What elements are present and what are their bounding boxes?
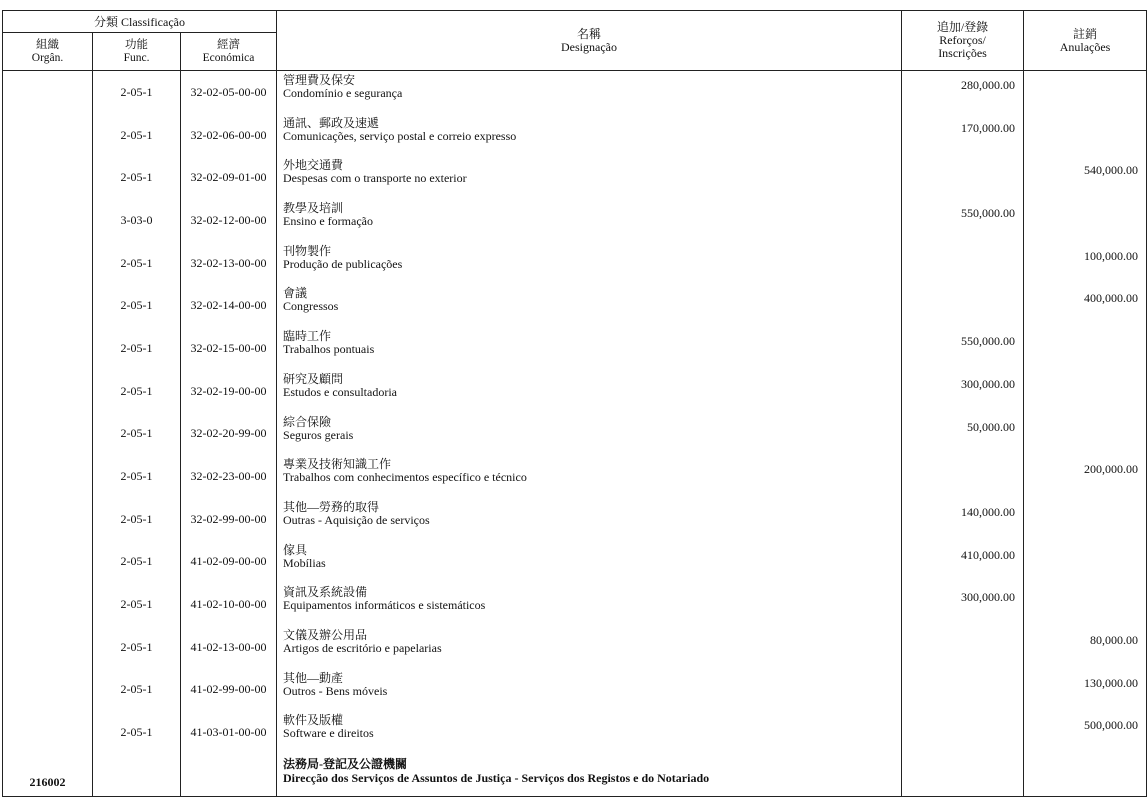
designation-pt: Condomínio e segurança	[283, 86, 403, 100]
designation-pt: Trabalhos com conhecimentos específico e técnico	[283, 470, 527, 485]
func-code: 2-05-1	[93, 71, 181, 114]
econ-code: 32-02-99-00-00	[181, 498, 277, 541]
reforcos-value	[902, 711, 1024, 754]
designation-zh: 專業及技術知識工作	[283, 457, 392, 472]
organ-cell	[3, 71, 93, 114]
organ-cell	[3, 114, 93, 157]
anulacoes-value: 500,000.00	[1024, 711, 1147, 754]
designation-pt: Outros - Bens móveis	[283, 683, 388, 698]
table-row	[3, 114, 1147, 157]
designation-pt: Congressos	[283, 299, 339, 314]
designation	[277, 669, 902, 712]
anulacoes-value: 540,000.00	[1024, 156, 1147, 199]
reforcos-value	[902, 669, 1024, 712]
reforcos-value: 550,000.00	[902, 327, 1024, 370]
func-code: 2-05-1	[93, 711, 181, 754]
organ-cell	[3, 199, 93, 242]
anulacoes-value	[1024, 498, 1147, 541]
anulacoes-value	[1024, 114, 1147, 157]
func-code: 2-05-1	[93, 455, 181, 498]
econ-code: 41-02-99-00-00	[181, 669, 277, 712]
designation	[277, 413, 902, 456]
econ-code: 32-02-13-00-00	[181, 242, 277, 285]
reforcos-header: 追加/登錄 Reforços/ Inscrições	[902, 11, 1024, 71]
table-row	[3, 583, 1147, 626]
designation	[277, 583, 902, 626]
designation-pt: Equipamentos informáticos e sistemáticos	[283, 598, 486, 613]
econ-code: 32-02-14-00-00	[181, 284, 277, 327]
func-code: 2-05-1	[93, 541, 181, 584]
anulacoes-value: 200,000.00	[1024, 455, 1147, 498]
anulacoes-value	[1024, 199, 1147, 242]
table-row	[3, 669, 1147, 712]
designation	[277, 455, 902, 498]
designation	[277, 199, 902, 242]
table-row	[3, 455, 1147, 498]
anulacoes-value: 400,000.00	[1024, 284, 1147, 327]
organ-code: 216002	[3, 754, 93, 797]
designation	[277, 370, 902, 413]
table-row	[3, 711, 1147, 754]
designation	[277, 327, 902, 370]
designation	[277, 711, 902, 754]
designation	[277, 626, 902, 669]
reforcos-value	[902, 455, 1024, 498]
organ-cell	[3, 455, 93, 498]
table-row	[3, 626, 1147, 669]
organ-cell	[3, 284, 93, 327]
econ-header: 經濟 Económica	[181, 33, 277, 71]
organ-cell	[3, 242, 93, 285]
reforcos-value	[902, 156, 1024, 199]
designation-zh: 綜合保險	[283, 414, 332, 429]
organ-cell	[3, 498, 93, 541]
organ-cell	[3, 370, 93, 413]
designation-zh: 其他—動產	[283, 670, 344, 685]
econ-code: 32-02-06-00-00	[181, 114, 277, 157]
designation-pt: Despesas com o transporte no exterior	[283, 171, 467, 186]
table-row	[3, 370, 1147, 413]
func-code: 2-05-1	[93, 669, 181, 712]
designation-zh: 通訊、郵政及速遞	[283, 115, 380, 130]
table-row	[3, 71, 1147, 114]
reforcos-value: 300,000.00	[902, 583, 1024, 626]
organ-cell	[3, 327, 93, 370]
econ-code: 32-02-20-99-00	[181, 413, 277, 456]
designation-zh: 資訊及系統設備	[283, 585, 368, 600]
econ-code: 32-02-05-00-00	[181, 71, 277, 114]
designation	[277, 498, 902, 541]
func-code: 2-05-1	[93, 327, 181, 370]
designation-zh: 外地交通費	[283, 158, 344, 173]
designation-header: 名稱 Designação	[277, 11, 902, 71]
anulacoes-value: 130,000.00	[1024, 669, 1147, 712]
designation-zh: 傢具	[283, 542, 308, 557]
designation-pt: Trabalhos pontuais	[283, 342, 375, 357]
func-code: 2-05-1	[93, 242, 181, 285]
func-code: 3-03-0	[93, 199, 181, 242]
reforcos-value: 550,000.00	[902, 199, 1024, 242]
designation-pt: Produção de publicações	[283, 256, 403, 271]
anulacoes-value: 80,000.00	[1024, 626, 1147, 669]
func-code: 2-05-1	[93, 498, 181, 541]
designation-pt: Artigos de escritório e papelarias	[283, 640, 442, 655]
reforcos-value: 410,000.00	[902, 541, 1024, 584]
table-row	[3, 413, 1147, 456]
reforcos-value: 280,000.00	[902, 71, 1024, 114]
budget-table	[2, 10, 1147, 797]
anulacoes-value	[1024, 413, 1147, 456]
func-header: 功能 Func.	[93, 33, 181, 71]
table-row	[3, 242, 1147, 285]
organ-cell	[3, 156, 93, 199]
reforcos-value	[902, 242, 1024, 285]
designation-zh: 臨時工作	[283, 329, 332, 344]
econ-code: 32-02-19-00-00	[181, 370, 277, 413]
designation-pt: Mobílias	[283, 555, 326, 570]
designation-pt: Estudos e consultadoria	[283, 384, 397, 399]
reforcos-value: 140,000.00	[902, 498, 1024, 541]
organ-header: 組織 Orgân.	[3, 33, 93, 71]
designation-zh: 文儀及辦公用品	[283, 627, 368, 642]
designation	[277, 242, 902, 285]
organ-cell	[3, 711, 93, 754]
econ-code: 41-02-09-00-00	[181, 541, 277, 584]
table-row	[3, 541, 1147, 584]
econ-code: 41-03-01-00-00	[181, 711, 277, 754]
func-code: 2-05-1	[93, 583, 181, 626]
anulacoes-value	[1024, 327, 1147, 370]
designation-zh: 軟件及版權	[283, 713, 344, 728]
anulacoes-value	[1024, 583, 1147, 626]
econ-code: 41-02-13-00-00	[181, 626, 277, 669]
reforcos-value: 300,000.00	[902, 370, 1024, 413]
designation	[277, 156, 902, 199]
designation-zh: 教學及培訓	[283, 201, 344, 216]
designation-pt: Comunicações, serviço postal e correio expresso	[283, 128, 517, 143]
table-row	[3, 199, 1147, 242]
reforcos-value: 170,000.00	[902, 114, 1024, 157]
anulacoes-value	[1024, 541, 1147, 584]
organization-row	[3, 754, 1147, 797]
econ-code: 32-02-23-00-00	[181, 455, 277, 498]
func-code: 2-05-1	[93, 413, 181, 456]
designation	[277, 541, 902, 584]
designation-pt: Seguros gerais	[283, 427, 354, 442]
organ-cell	[3, 626, 93, 669]
designation	[277, 284, 902, 327]
designation-zh: 刊物製作	[283, 243, 332, 258]
organization-name: 法務局-登記及公證機關 Direcção dos Serviços de Assuntos de Justiça - Serviços dos Registos e do Notariado	[277, 754, 902, 797]
func-code: 2-05-1	[93, 626, 181, 669]
table-row	[3, 156, 1147, 199]
organ-cell	[3, 541, 93, 584]
econ-code: 32-02-15-00-00	[181, 327, 277, 370]
econ-code: 32-02-09-01-00	[181, 156, 277, 199]
designation-pt: Outras - Aquisição de serviços	[283, 512, 430, 527]
designation-pt: Ensino e formação	[283, 214, 373, 229]
designation-zh: 其他—勞務的取得	[283, 499, 380, 514]
reforcos-value	[902, 626, 1024, 669]
econ-code: 32-02-12-00-00	[181, 199, 277, 242]
func-code: 2-05-1	[93, 370, 181, 413]
anulacoes-value	[1024, 370, 1147, 413]
anulacoes-header: 註銷 Anulações	[1024, 11, 1147, 71]
designation-zh: 研究及顧問	[283, 371, 344, 386]
designation	[277, 71, 902, 114]
classification-header: 分類 Classificação	[3, 11, 277, 33]
designation-zh: 管理費及保安	[283, 73, 356, 87]
organ-cell	[3, 413, 93, 456]
anulacoes-value: 100,000.00	[1024, 242, 1147, 285]
designation-zh: 會議	[283, 286, 308, 301]
anulacoes-value	[1024, 71, 1147, 114]
table-row	[3, 327, 1147, 370]
designation	[277, 114, 902, 157]
func-code: 2-05-1	[93, 156, 181, 199]
func-code: 2-05-1	[93, 284, 181, 327]
func-code: 2-05-1	[93, 114, 181, 157]
table-row	[3, 498, 1147, 541]
econ-code: 41-02-10-00-00	[181, 583, 277, 626]
designation-pt: Software e direitos	[283, 726, 374, 741]
table-row	[3, 284, 1147, 327]
reforcos-value: 50,000.00	[902, 413, 1024, 456]
organ-cell	[3, 669, 93, 712]
reforcos-value	[902, 284, 1024, 327]
organ-cell	[3, 583, 93, 626]
